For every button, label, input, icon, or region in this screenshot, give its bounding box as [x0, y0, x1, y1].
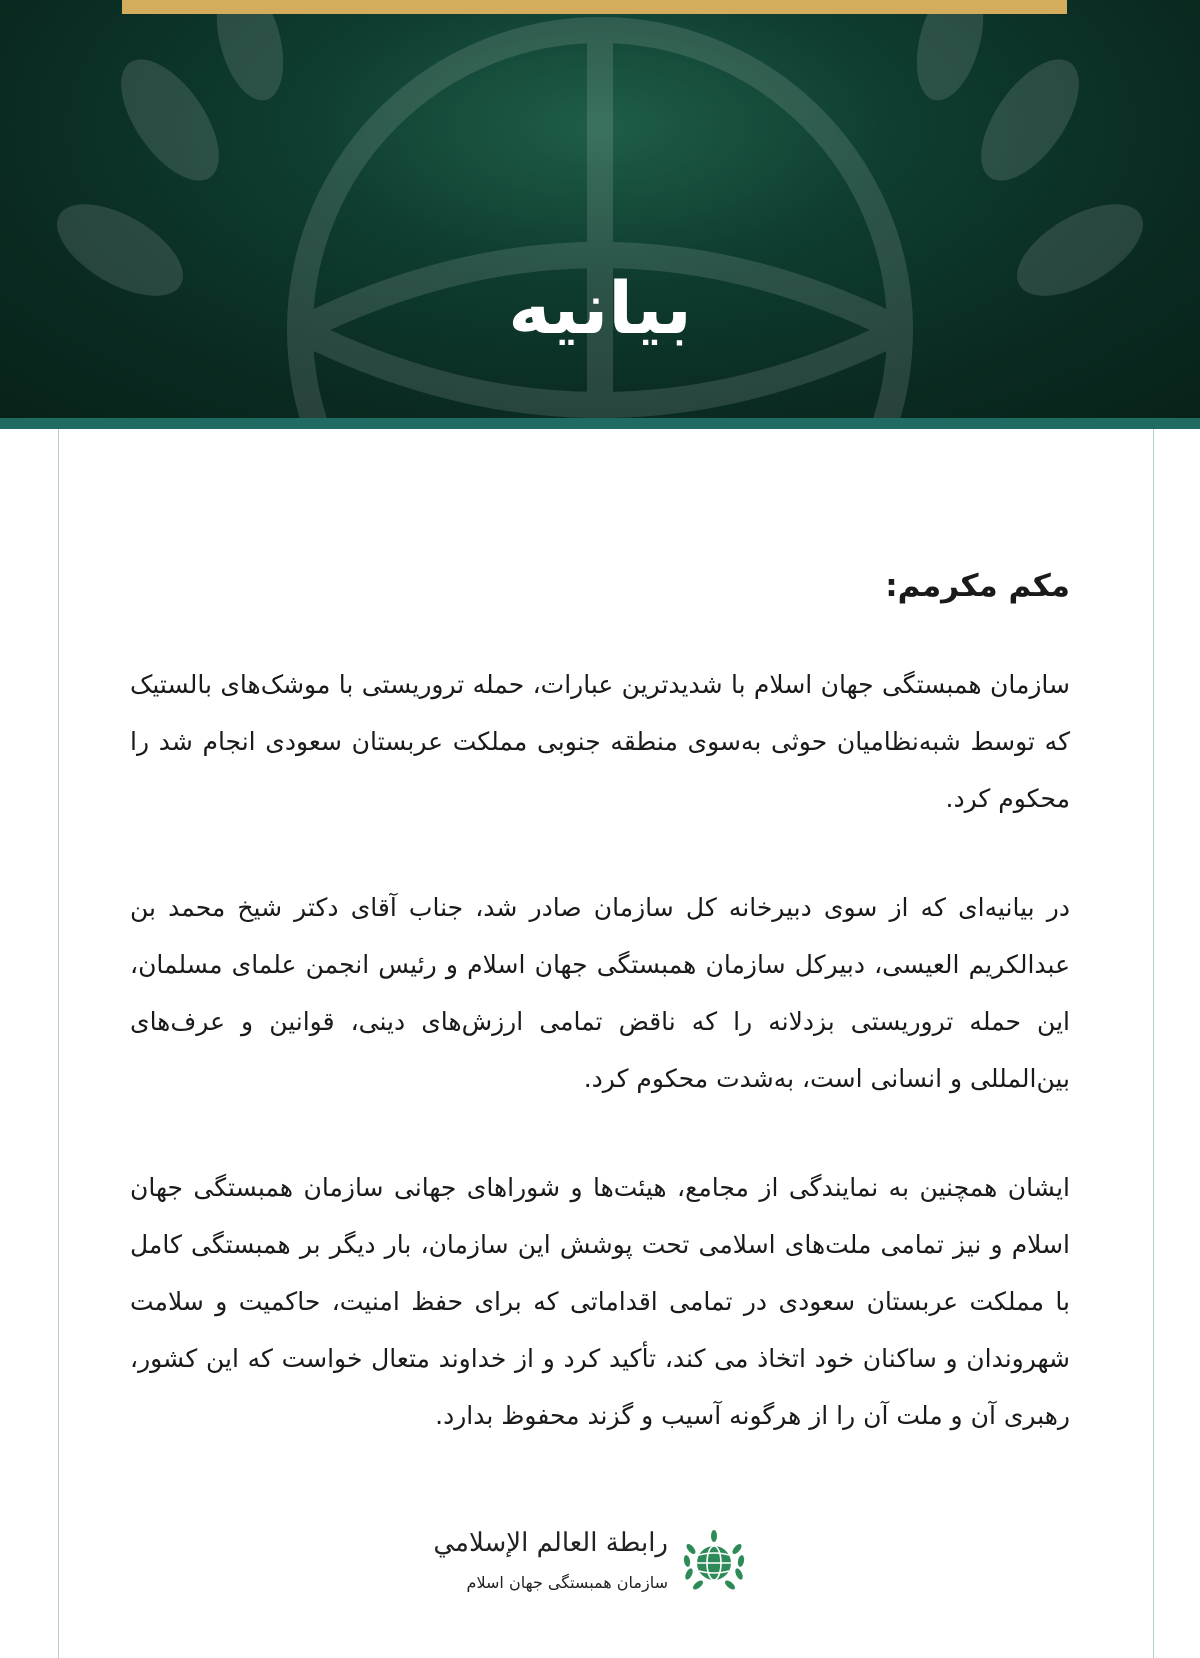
letter-body	[130, 565, 1070, 1496]
globe-wreath-icon	[678, 1527, 750, 1599]
frame-border-left	[58, 429, 59, 1658]
organization-logo	[433, 1525, 750, 1605]
logo-arabic-text: رابطة العالم الإسلامي	[433, 1528, 668, 1558]
header-bottom-band	[0, 418, 1200, 429]
logo-persian-text: سازمان همبستگی جهان اسلام	[466, 1573, 668, 1592]
salutation: مکم مکرمم:	[885, 568, 1070, 604]
gold-accent-bar	[122, 0, 1067, 14]
page-title: بیانیه	[508, 266, 692, 350]
wreath-watermark-icon	[0, 0, 1200, 418]
paragraph-3: ایشان همچنین به نمایندگی از مجامع، هیئت‌ها و شوراهای جهانی سازمان همبستگی جهان اسلام و نیز تمامی ملت‌های اسلامی تحت پوشش این سازمان، بار دیگر بر همبستگی کامل با مملکت عربستان سعودی در تمامی اقداماتی که برای حفظ امنیت، حاکمیت و سلامت شهروندان و ساکنان خود اتخاذ می کند، تأکید کرد و از خداوند متعال خواست که این کشور، رهبری آن و ملت آن را از هرگونه آسیب و گزند محفوظ بدارد.	[130, 1173, 1070, 1431]
header-banner	[0, 0, 1200, 418]
frame-border-right	[1153, 429, 1154, 1658]
paragraph-1: سازمان همبستگی جهان اسلام با شدیدترین عبارات، حمله تروریستی با موشک‌های بالستیک که توسط شبه‌نظامیان حوثی به‌سوی منطقه جنوبی مملکت عربستان سعودی انجام شد را محکوم کرد.	[130, 670, 1070, 814]
paragraph-2: در بیانیه‌ای که از سوی دبیرخانه کل سازمان صادر شد، جناب آقای دکتر شیخ محمد بن عبدالکریم العیسی، دبیرکل سازمان همبستگی جهان اسلام و رئیس انجمن علمای مسلمان، این حمله تروریستی بزدلانه را که ناقض تمامی ارزش‌های دینی، قوانین و عرف‌های بین‌المللی و انسانی است، به‌شدت محکوم کرد.	[130, 893, 1070, 1094]
